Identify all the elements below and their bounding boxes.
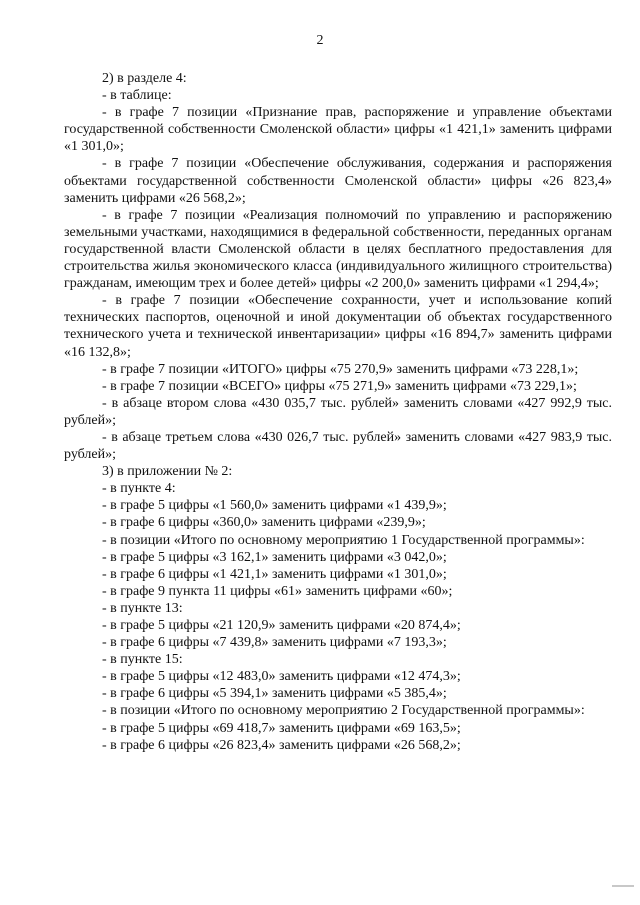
paragraph: - в графе 6 цифры «360,0» заменить цифрами «239,9»; (102, 515, 426, 531)
paragraph: - в абзаце втором слова «430 035,7 тыс. рублей» заменить словами «427 992,9 тыс. рублей»; (64, 395, 612, 428)
paragraph: - в графе 5 цифры «1 560,0» заменить цифрами «1 439,9»; (102, 498, 447, 514)
paragraph: - в графе 6 цифры «5 394,1» заменить цифрами «5 385,4»; (102, 686, 447, 702)
paragraph: 3) в приложении № 2: (102, 464, 233, 480)
paragraph: - в графе 7 позиции «Обеспечение сохранности, учет и использование копий технических паспортов, оценочной и иной документации об объектах государственного технического учета и технической инвентаризации» цифры «16 894,7» заменить цифрами «16 132,8»; (64, 293, 612, 360)
paragraph: - в графе 6 цифры «1 421,1» заменить цифрами «1 301,0»; (102, 566, 447, 582)
paragraph: 2) в разделе 4: (102, 71, 187, 86)
paragraph: - в графе 6 цифры «7 439,8» заменить цифрами «7 193,3»; (102, 635, 447, 651)
paragraph: - в графе 7 позиции «Реализация полномочий по управлению и распоряжению земельными участками, находящимися в федеральной собственности, переданных органам государственной власти Смоленской области в целях бесплатного предоставления для строительства жилья экономического класса (индивидуального жилищного строительства) гражданам, имеющим трех и более детей» цифры «2 200,0» заменить цифрами «1 294,4»; (64, 207, 612, 292)
paragraph: - в позиции «Итого по основному мероприятию 2 Государственной программы»: (102, 703, 585, 719)
paragraph: - в графе 7 позиции «Признание прав, распоряжение и управление объектами государственной собственности Смоленской области» цифры «1 421,1» заменить цифрами «1 301,0»; (64, 105, 612, 155)
scan-artifact-mark (612, 885, 634, 887)
paragraph: - в графе 7 позиции «ИТОГО» цифры «75 270,9» заменить цифрами «73 228,1»; (102, 361, 579, 377)
paragraph: - в пункте 4: (102, 481, 176, 497)
paragraph: - в таблице: (102, 88, 172, 104)
paragraph: - в графе 5 цифры «21 120,9» заменить цифрами «20 874,4»; (102, 618, 461, 633)
paragraph: - в позиции «Итого по основному мероприятию 1 Государственной программы»: (102, 532, 585, 548)
paragraph: - в абзаце третьем слова «430 026,7 тыс. рублей» заменить словами «427 983,9 тыс. рублей»; (64, 429, 612, 463)
paragraph: - в графе 7 позиции «ВСЕГО» цифры «75 271,9» заменить цифрами «73 229,1»; (102, 378, 577, 394)
document-body (64, 70, 612, 754)
paragraph: - в пункте 13: (102, 600, 183, 616)
paragraph: - в графе 5 цифры «3 162,1» заменить цифрами «3 042,0»; (102, 549, 447, 565)
paragraph: - в графе 5 цифры «12 483,0» заменить цифрами «12 474,3»; (102, 669, 461, 685)
page-number: 2 (316, 33, 324, 48)
paragraph: - в графе 6 цифры «26 823,4» заменить цифрами «26 568,2»; (102, 737, 461, 753)
paragraph: - в графе 9 пункта 11 цифры «61» заменить цифрами «60»; (102, 583, 453, 599)
paragraph: - в пункте 15: (102, 652, 183, 668)
paragraph: - в графе 5 цифры «69 418,7» заменить цифрами «69 163,5»; (102, 720, 461, 736)
paragraph: - в графе 7 позиции «Обеспечение обслуживания, содержания и распоряжения объектами государственной собственности Смоленской области» цифры «26 823,4» заменить цифрами «26 568,2»; (64, 156, 612, 206)
